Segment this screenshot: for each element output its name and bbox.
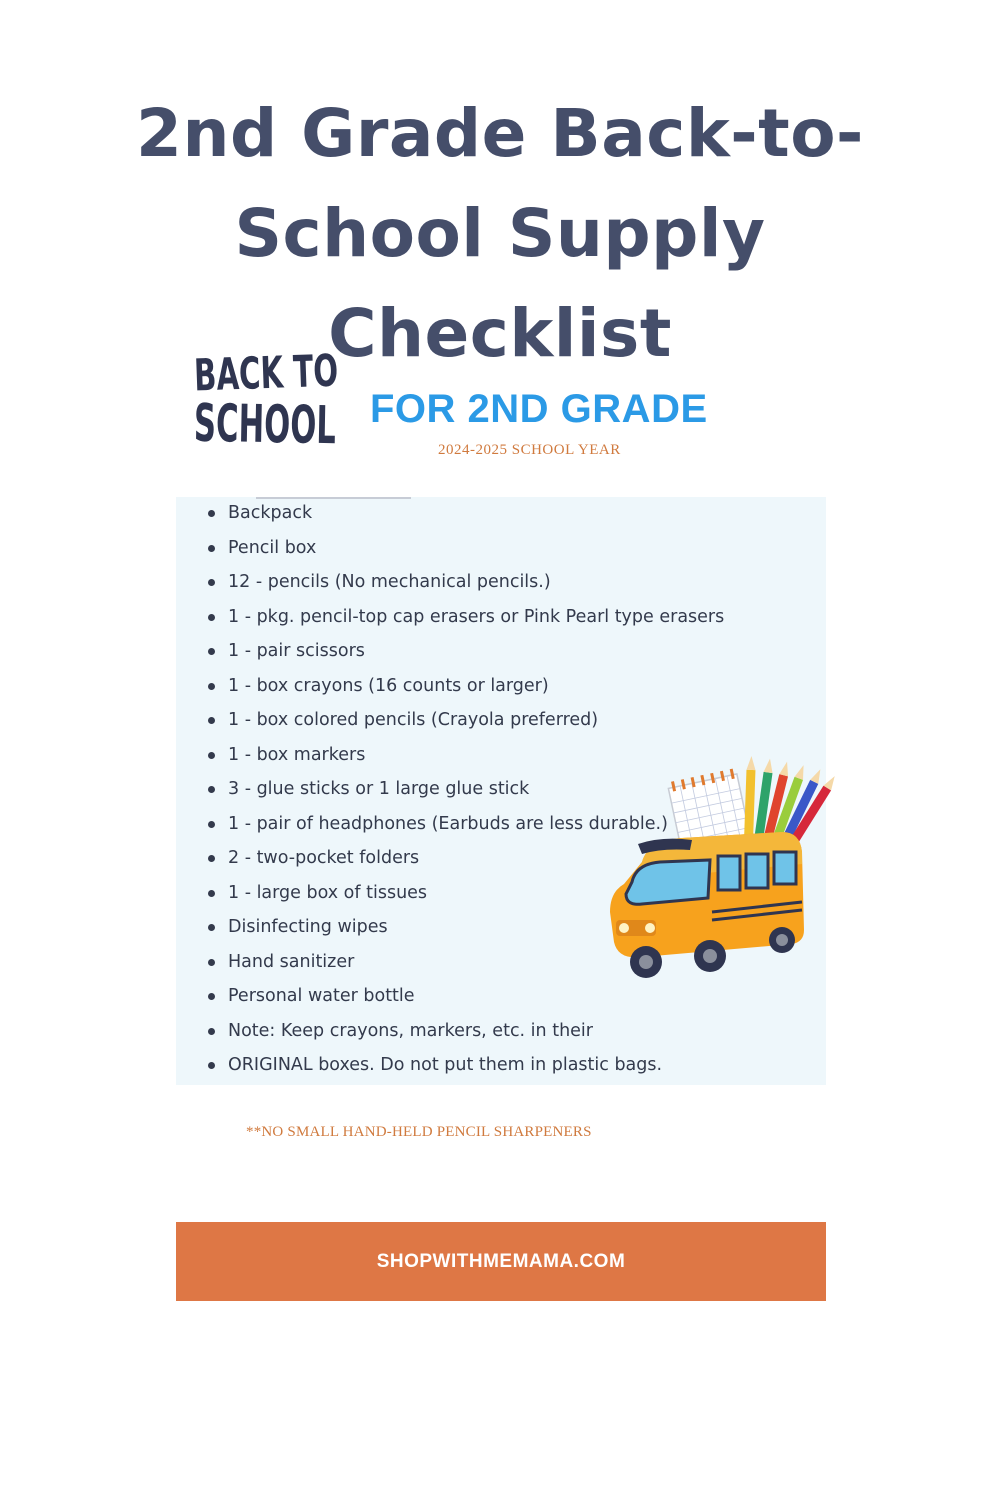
list-item-text: 1 - box colored pencils (Crayola preferred) [228, 710, 599, 730]
bullet-icon [208, 1028, 215, 1035]
list-item [208, 603, 724, 638]
back-to-school-logo [192, 340, 436, 458]
school-bus-with-pencils-icon [602, 752, 824, 992]
list-item [208, 1051, 724, 1086]
bullet-icon [208, 786, 215, 793]
list-item-text: 1 - box crayons (16 counts or larger) [228, 675, 549, 696]
list-item-text: ORIGINAL boxes. Do not put them in plastic bags. [228, 1055, 663, 1075]
list-item-text: 1 - pkg. pencil-top cap erasers or Pink Pearl type erasers [228, 606, 725, 627]
list-item-text: Personal water bottle [228, 986, 415, 1006]
bullet-icon [208, 855, 215, 862]
list-item [208, 706, 724, 741]
bullet-icon [208, 717, 215, 724]
list-item-text: Note: Keep crayons, markers, etc. in their [228, 1020, 593, 1041]
list-item-text: Pencil box [228, 537, 317, 558]
bullet-icon [208, 752, 215, 759]
list-item [208, 534, 724, 569]
bullet-icon [208, 924, 215, 931]
list-item-text: 1 - pair scissors [228, 641, 365, 661]
title-line-1: 2nd Grade Back-to- [136, 95, 864, 173]
bullet-icon [208, 1062, 215, 1069]
list-item [208, 672, 724, 707]
list-item-text: 2 - two-pocket folders [228, 848, 420, 868]
bullet-icon [208, 545, 215, 552]
title-line-3: Checklist [328, 295, 672, 373]
bullet-icon [208, 993, 215, 1000]
bullet-icon [208, 683, 215, 690]
logo-line-2: SCHOOL [193, 393, 436, 458]
bullet-icon [208, 821, 215, 828]
list-item-text: 1 - large box of tissues [228, 882, 428, 903]
sharpener-note: **NO SMALL HAND-HELD PENCIL SHARPENERS [246, 1124, 592, 1140]
website-link[interactable]: SHOPWITHMEMAMA.COM [376, 1251, 626, 1272]
list-item [208, 499, 724, 534]
bullet-icon [208, 510, 215, 517]
bullet-icon [208, 648, 215, 655]
list-item [208, 568, 724, 603]
bullet-icon [208, 959, 215, 966]
footer-banner [176, 1222, 826, 1301]
grade-subheading: FOR 2ND GRADE [370, 387, 708, 431]
list-item [208, 637, 724, 672]
list-item [208, 1017, 724, 1052]
list-item-text: 1 - box markers [228, 744, 366, 765]
list-item-text: Disinfecting wipes [228, 917, 388, 937]
list-item-text: 1 - pair of headphones (Earbuds are less durable.) [228, 813, 668, 834]
title-line-2: School Supply [234, 195, 766, 273]
list-item-text: 3 - glue sticks or 1 large glue stick [228, 779, 530, 799]
logo-line-1: BACK TO [193, 342, 412, 402]
bullet-icon [208, 614, 215, 621]
list-item-text: Backpack [228, 503, 313, 523]
list-item-text: 12 - pencils (No mechanical pencils.) [228, 572, 551, 592]
bullet-icon [208, 579, 215, 586]
bullet-icon [208, 890, 215, 897]
list-item-text: Hand sanitizer [228, 951, 355, 972]
school-year: 2024-2025 SCHOOL YEAR [438, 442, 621, 458]
